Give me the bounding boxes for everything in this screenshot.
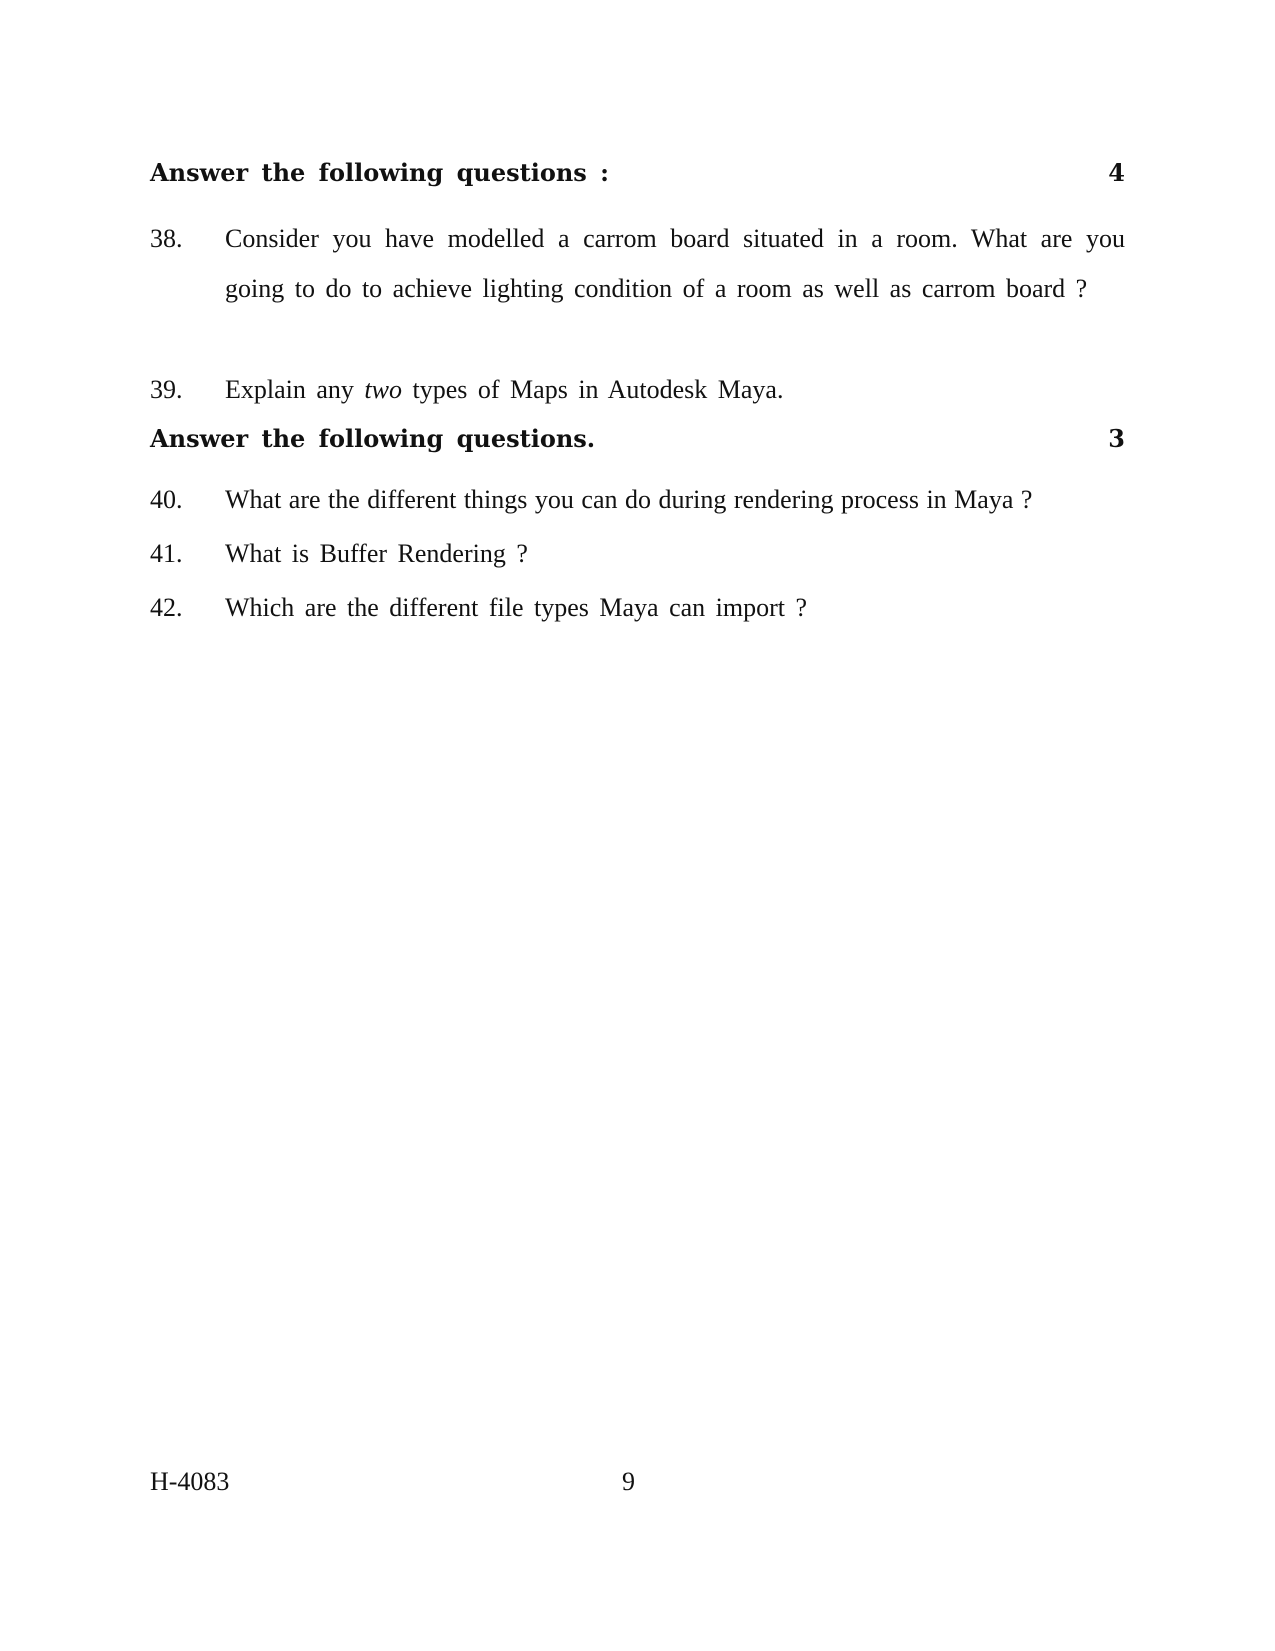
section-2-marks: 3 [1108,424,1125,453]
question-text: Consider you have modelled a carrom board situated in a room. What are you going to do to achieve lighting condition of a room as well as carrom board ? [225,224,1125,303]
section-heading-2-text: Answer the following questions. [150,424,596,453]
paper-code: H-4083 [150,1467,230,1496]
question-number: 38. [150,224,183,253]
question-text [225,365,1125,415]
question-text: What is Buffer Rendering ? [225,539,528,568]
question-text: Which are the different file types Maya can import ? [225,593,808,622]
question-39 [150,365,1125,415]
question-text-emphasis: two [364,375,402,404]
section-1-marks: 4 [1108,158,1125,187]
question-text: What are the different things you can do during rendering process in Maya ? [225,485,1033,514]
question-number: 41. [150,539,183,568]
question-number: 42. [150,593,183,622]
question-42 [150,583,1125,633]
section-heading-1-text: Answer the following questions : [150,158,610,187]
section-heading-1 [150,156,1125,190]
page-number: 9 [622,1467,635,1496]
question-number: 39. [150,375,183,404]
question-text-part: Explain any [225,375,365,404]
question-41 [150,529,1125,579]
section-heading-2 [150,422,1125,456]
question-number: 40. [150,485,183,514]
question-38 [150,214,1125,314]
question-text-part: types of Maps in Autodesk Maya. [402,375,784,404]
question-40 [150,475,1125,525]
